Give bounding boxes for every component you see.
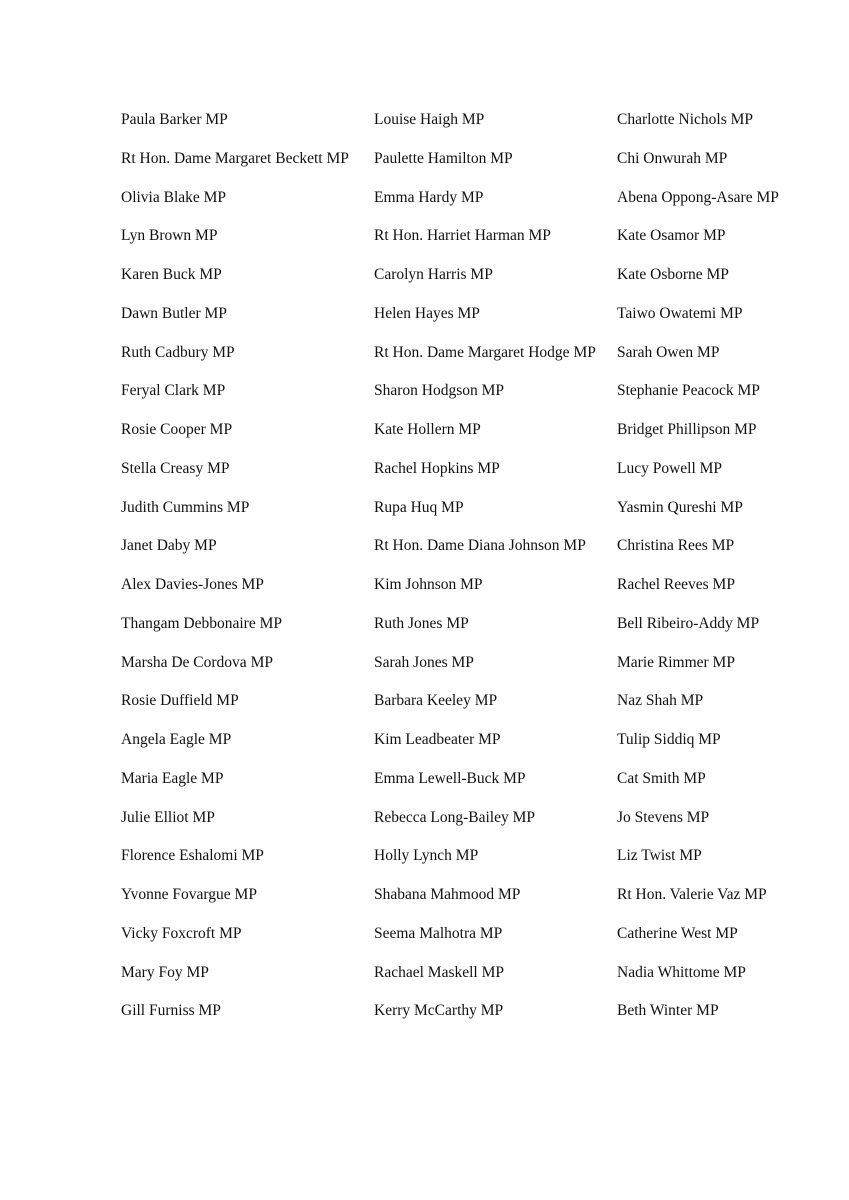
mp-name: Kate Osborne MP [617,266,729,283]
mp-name: Janet Daby MP [121,537,217,555]
mp-name: Naz Shah MP [617,692,704,710]
mp-name: Kate Hollern MP [374,421,481,438]
mp-name: Shabana Mahmood MP [374,886,521,903]
mp-name: Kim Johnson MP [374,576,483,593]
mp-name: Rachel Hopkins MP [374,459,500,477]
mp-name: Rt Hon. Valerie Vaz MP [617,886,767,903]
mp-name: Kerry McCarthy MP [374,1002,504,1020]
mp-name: Emma Hardy MP [374,188,484,206]
mp-name: Karen Buck MP [121,266,222,283]
mp-name: Carolyn Harris MP [374,266,493,283]
mp-name: Catherine West MP [617,924,738,942]
names-column-1 [121,106,366,1036]
mp-name: Ruth Jones MP [374,614,469,632]
mp-name: Rosie Cooper MP [121,421,233,438]
mp-name: Marsha De Cordova MP [121,653,273,671]
mp-name: Taiwo Owatemi MP [617,304,743,322]
mp-name: Julie Elliot MP [121,808,215,826]
mp-name: Thangam Debbonaire MP [121,614,282,632]
mp-name: Beth Winter MP [617,1002,719,1020]
mp-name: Stella Creasy MP [121,459,230,477]
mp-name: Yvonne Fovargue MP [121,886,257,903]
mp-name: Holly Lynch MP [374,847,479,865]
names-column-2 [374,106,614,1036]
mp-name: Paulette Hamilton MP [374,149,513,167]
mp-name: Rachael Maskell MP [374,963,505,981]
mp-name: Rt Hon. Harriet Harman MP [374,227,551,245]
names-column-3 [617,106,842,1036]
mp-name: Kim Leadbeater MP [374,731,501,748]
mp-name: Maria Eagle MP [121,769,224,787]
mp-name: Barbara Keeley MP [374,692,498,710]
mp-name: Sharon Hodgson MP [374,382,505,400]
mp-name: Gill Furniss MP [121,1002,221,1020]
mp-name: Kate Osamor MP [617,227,726,245]
mp-name: Louise Haigh MP [374,111,485,128]
mp-name: Seema Malhotra MP [374,924,503,942]
mp-name: Florence Eshalomi MP [121,847,264,865]
mp-name: Marie Rimmer MP [617,653,735,671]
mp-name: Rt Hon. Dame Margaret Beckett MP [121,149,349,167]
mp-name: Angela Eagle MP [121,731,232,748]
mp-name: Rosie Duffield MP [121,692,239,710]
mp-name: Judith Cummins MP [121,498,250,516]
mp-name: Paula Barker MP [121,111,228,128]
mp-name: Chi Onwurah MP [617,149,728,167]
mp-name: Rachel Reeves MP [617,576,735,593]
mp-name: Lyn Brown MP [121,227,218,245]
mp-name: Abena Oppong-Asare MP [617,188,779,206]
mp-name: Emma Lewell-Buck MP [374,769,526,787]
mp-name: Sarah Jones MP [374,653,474,671]
mp-name: Helen Hayes MP [374,304,480,322]
mp-name: Cat Smith MP [617,769,706,787]
mp-name: Mary Foy MP [121,963,209,981]
mp-name: Liz Twist MP [617,847,702,865]
mp-name: Olivia Blake MP [121,188,227,206]
mp-name: Sarah Owen MP [617,343,720,361]
mp-name: Bridget Phillipson MP [617,421,757,438]
mp-name: Rupa Huq MP [374,498,464,516]
mp-name: Yasmin Qureshi MP [617,498,743,516]
mp-name: Rt Hon. Dame Margaret Hodge MP [374,343,596,361]
mp-name: Nadia Whittome MP [617,963,746,981]
mp-name: Lucy Powell MP [617,459,723,477]
mp-name: Stephanie Peacock MP [617,382,760,400]
mp-name: Tulip Siddiq MP [617,731,721,748]
mp-name: Ruth Cadbury MP [121,343,235,361]
mp-name: Alex Davies-Jones MP [121,576,264,593]
mp-name: Rt Hon. Dame Diana Johnson MP [374,537,586,555]
mp-name: Vicky Foxcroft MP [121,924,242,942]
mp-name: Christina Rees MP [617,537,735,555]
mp-name: Feryal Clark MP [121,382,226,400]
mp-name: Bell Ribeiro-Addy MP [617,614,760,632]
mp-name: Jo Stevens MP [617,808,710,826]
mp-name: Dawn Butler MP [121,304,227,322]
mp-name: Charlotte Nichols MP [617,111,754,128]
mp-name: Rebecca Long-Bailey MP [374,808,535,826]
